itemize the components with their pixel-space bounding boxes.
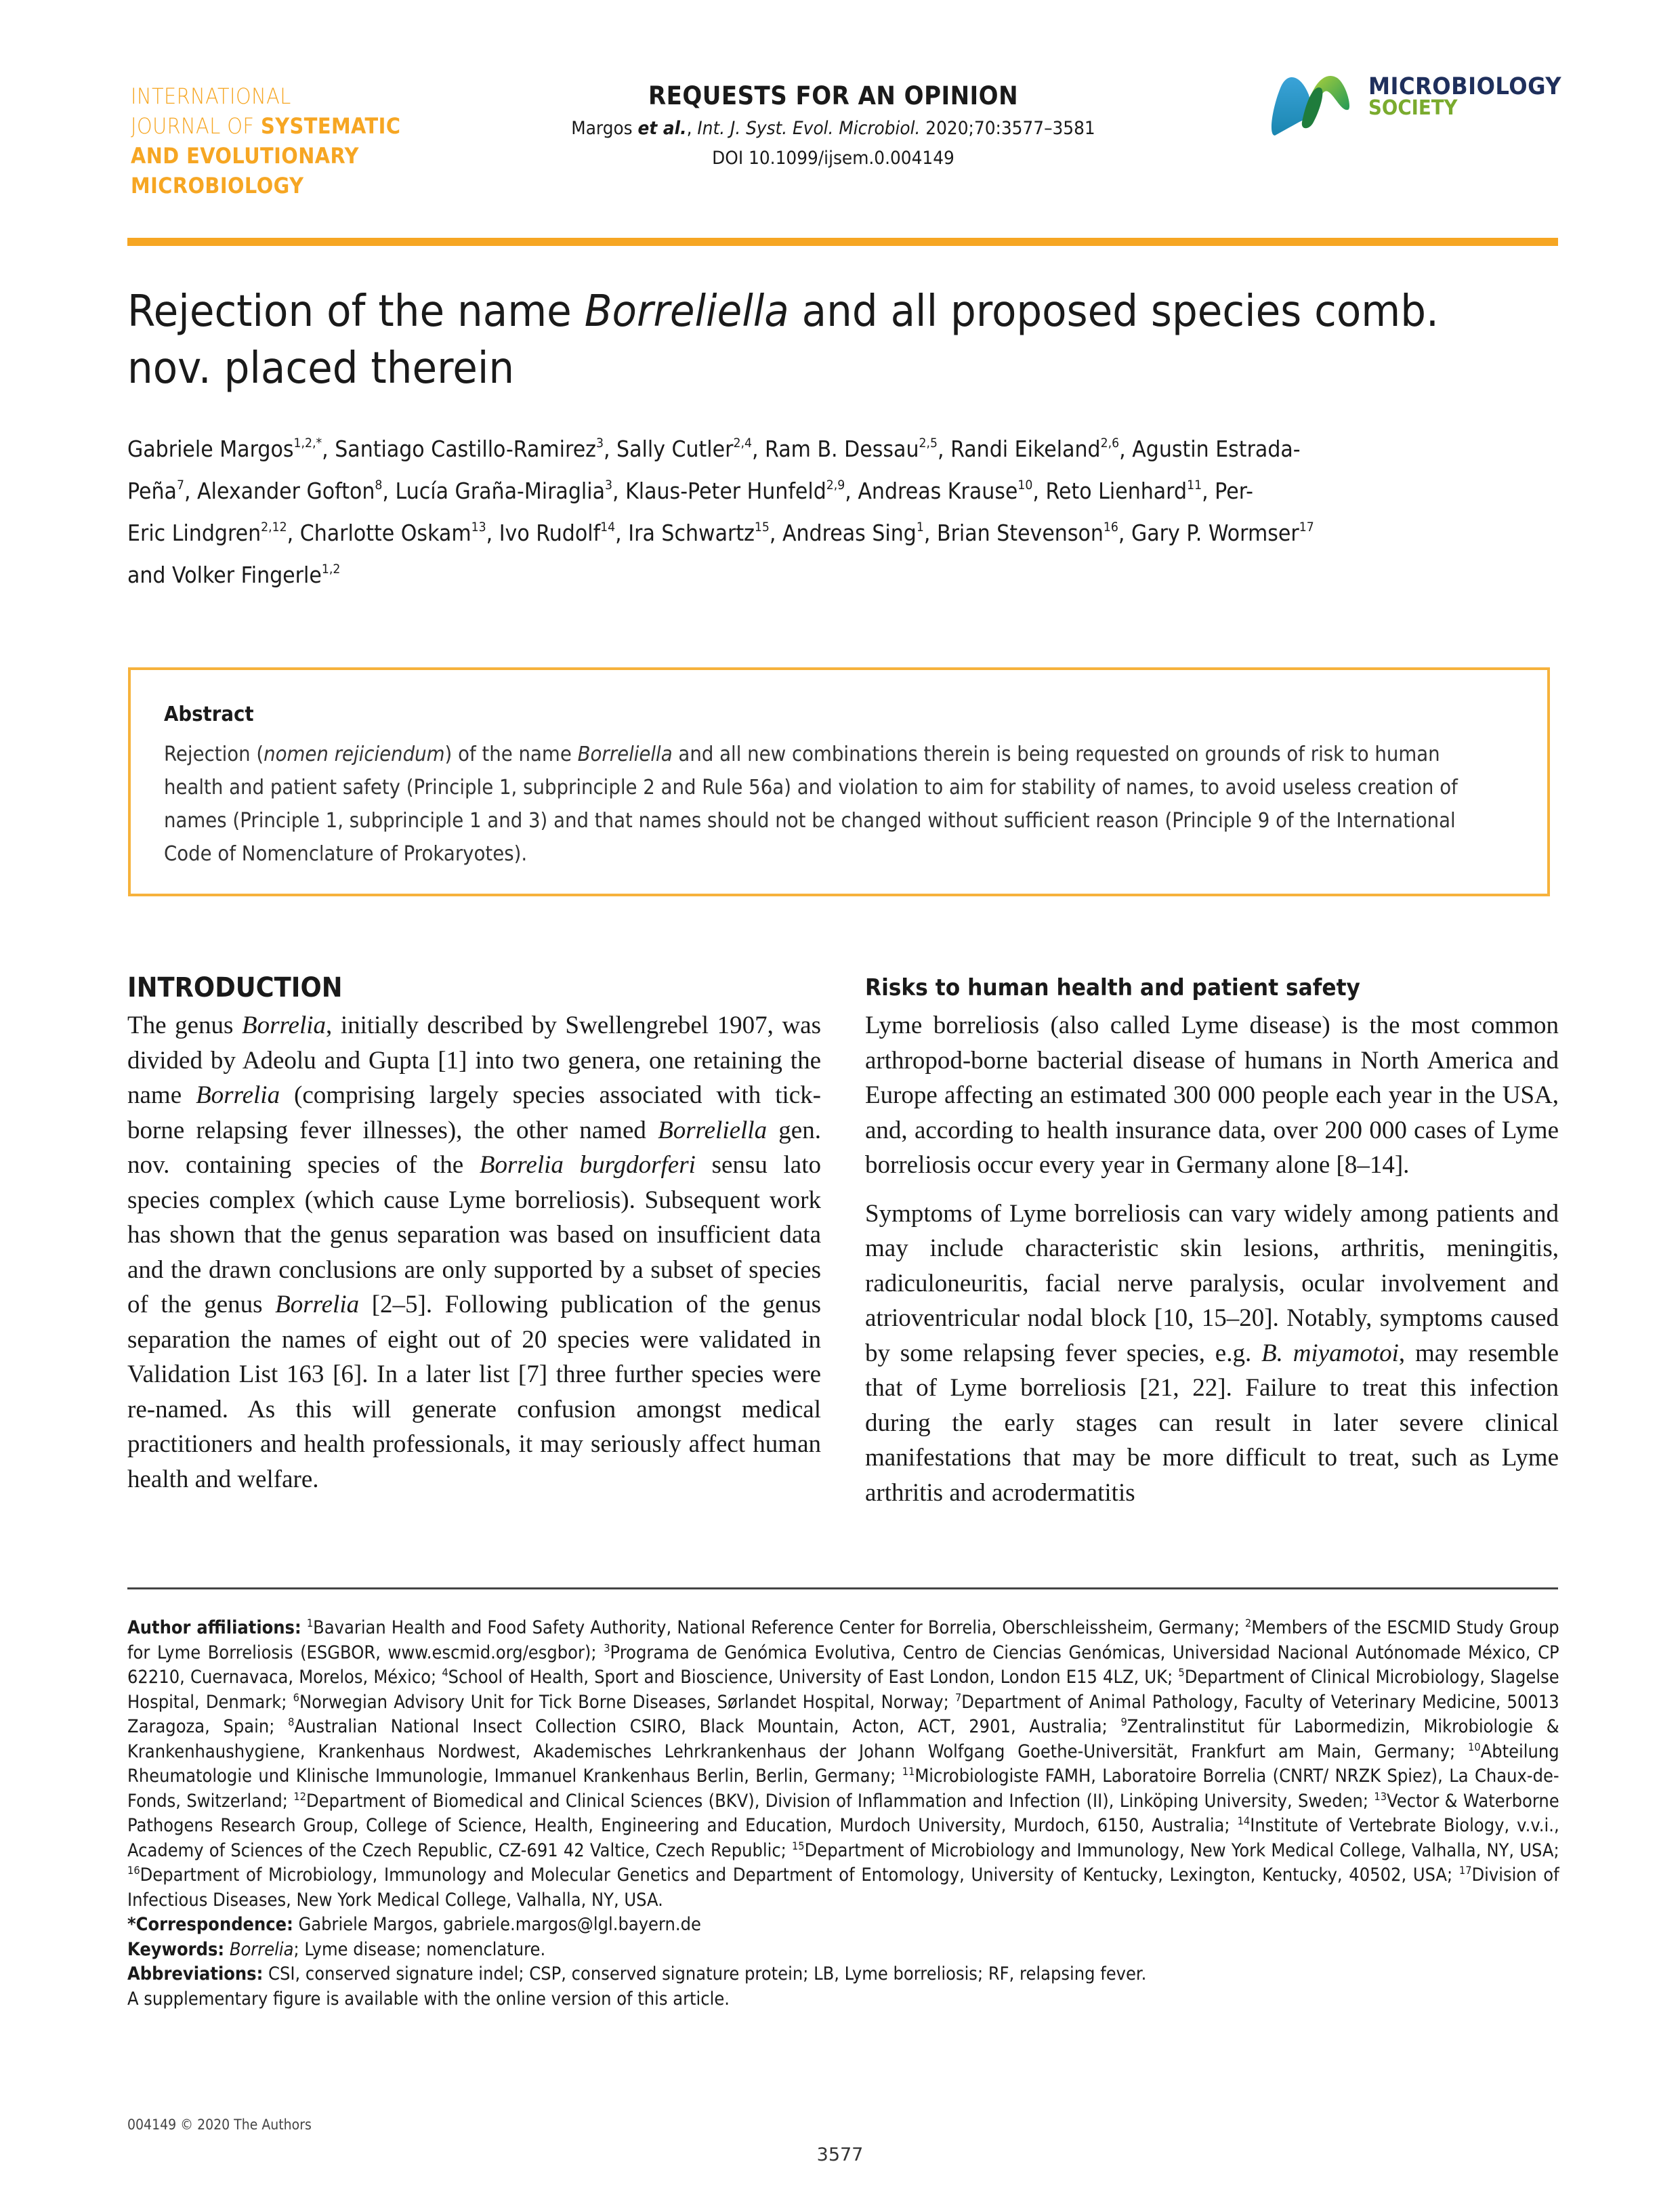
- logo-text: [1368, 73, 1578, 120]
- affiliation-text: Department of Animal Pathology, Faculty of Veterinary Medicine, 50013 Zaragoza, Spain;: [127, 1691, 1559, 1737]
- affiliation-text: Zentralinstitut für Labormedizin, Mikrobiologie & Krankenhaushygiene, Krankenhaus Nordwest, Akademisches Lehrkrankenhaus der Johann Wolfgang Goethe-Universität, Frankfurt am Main, Germany;: [127, 1716, 1559, 1762]
- author-name[interactable]: , Andreas Krause: [845, 478, 1018, 504]
- abstract-part: and all new combinations therein is being requested on grounds of risk to human health and patient safety (Principle 1, subprinciple 2 and Rule 56a) and violation to aim for stability of names, to avoid useless creation of names (Principle 1, subprinciple 1 and 3) and that names should not be changed without sufficient reason (Principle 9 of the International Code of Nomenclature of Prokaryotes).: [164, 743, 1458, 866]
- author-affiliation-marker: 1,2,*: [293, 436, 322, 451]
- affiliation-number: 8: [288, 1715, 295, 1728]
- author-affiliation-marker: 1: [916, 520, 924, 535]
- risks-paragraph-2: [865, 1196, 1559, 1511]
- citation-sep: ,: [686, 118, 698, 139]
- footnote-divider: [127, 1587, 1558, 1589]
- author-affiliation-marker: 2,5: [919, 436, 938, 451]
- author-name[interactable]: , Ivo Rudolf: [486, 520, 601, 546]
- author-affiliation-marker: 15: [754, 520, 770, 535]
- journal-name: [131, 81, 448, 201]
- author-name[interactable]: , Charlotte Oskam: [287, 520, 471, 546]
- affiliation-text: Members of the ESCMID Study Group for Lyme Borreliosis (ESGBOR, www.escmid.org/esgbor);: [127, 1617, 1559, 1663]
- affiliation-text: Norwegian Advisory Unit for Tick Borne Diseases, Sørlandet Hospital, Norway;: [299, 1691, 955, 1713]
- author-affiliation-marker: 3: [595, 436, 604, 451]
- author-name[interactable]: Gabriele Margos: [127, 436, 294, 462]
- article-title: [127, 283, 1475, 397]
- supplementary-note: A supplementary figure is available with the online version of this article.: [127, 1988, 730, 2009]
- text-part: Borrelia: [242, 1012, 327, 1039]
- author-name[interactable]: Eric Lindgren: [127, 520, 261, 546]
- affiliation-number: 10: [1468, 1740, 1481, 1753]
- affiliation-number: 7: [954, 1690, 962, 1704]
- footnotes: [127, 1616, 1559, 2012]
- author-affiliation-marker: 13: [471, 520, 486, 535]
- author-name[interactable]: , Klaus-Peter Hunfeld: [612, 478, 826, 504]
- text-part: Symptoms of Lyme borreliosis can vary widely among patients and may include characteristic skin lesions, arthritis, meningitis, radiculoneuritis, facial nerve paralysis, ocular involvement and atrioventricular nodal block [10, 15–20]. Notably, symptoms caused by some relapsing fever species, e.g.: [865, 1199, 1559, 1367]
- text-part: gen. nov. containing species of the: [127, 1116, 821, 1179]
- text-part: (comprising largely species associated with tick-borne relapsing fever illnesses), the other named: [127, 1081, 821, 1144]
- author-affiliation-marker: 16: [1103, 520, 1118, 535]
- affiliation-number: 16: [127, 1864, 140, 1877]
- affiliation-text: Department of Biomedical and Clinical Sciences (BKV), Division of Inflammation and Infection (II), Linköping University, Sweden;: [306, 1790, 1374, 1812]
- text-part: Borreliella: [658, 1116, 768, 1144]
- author-name[interactable]: , Reto Lienhard: [1032, 478, 1188, 504]
- journal-name-line3: AND EVOLUTIONARY: [131, 143, 359, 169]
- author-name[interactable]: Peña: [127, 478, 177, 504]
- affiliation-number: 13: [1374, 1789, 1387, 1803]
- text-part: Borrelia: [275, 1291, 360, 1318]
- author-name[interactable]: , Alexander Gofton: [184, 478, 375, 504]
- affiliation-text: Department of Microbiology and Immunology, New York Medical College, Valhalla, NY, USA;: [804, 1839, 1559, 1861]
- affiliation-text: Microbiologiste FAMH, Laboratoire Borrelia (CNRT/ NRZK Spiez), La Chaux-de-Fonds, Switzerland;: [127, 1766, 1559, 1812]
- author-affiliation-marker: 2,4: [733, 436, 752, 451]
- author-affiliation-marker: 1,2: [321, 562, 341, 577]
- correspondence-label: *Correspondence:: [127, 1914, 293, 1935]
- text-part: sensu lato species complex (which cause Lyme borreliosis). Subsequent work has shown that the genus separation was based on insufficient data and the drawn conclusions are only supported by a subset of species of the genus: [127, 1151, 821, 1318]
- abstract-text: [164, 738, 1504, 871]
- citation-journal: Int. J. Syst. Evol. Microbiol.: [697, 118, 921, 139]
- affiliation-text: Programa de Genómica Evolutiva, Centro de Ciencias Genómicas, Universidad Nacional Autónomade México, CP 62210, Cuernavaca, Morelos, México;: [127, 1642, 1559, 1688]
- microbiology-society-logo: [1267, 68, 1565, 149]
- affiliation-text: Department of Clinical Microbiology, Slagelse Hospital, Denmark;: [127, 1667, 1559, 1713]
- article-header: [528, 80, 1138, 173]
- affiliation-text: Division of Infectious Diseases, New York Medical College, Valhalla, NY, USA.: [127, 1865, 1559, 1911]
- author-affiliation-marker: 11: [1187, 478, 1202, 493]
- affiliation-number: 14: [1237, 1814, 1251, 1827]
- abbreviations: [127, 1962, 1559, 1987]
- journal-name-line1: INTERNATIONAL: [131, 83, 291, 109]
- logo-line1: MICROBIOLOGY: [1368, 73, 1562, 100]
- affiliation-text: Abteilung Rheumatologie und Klinische Immunologie, Immanuel Krankenhaus Berlin, Berlin, Germany;: [127, 1741, 1559, 1787]
- page-number: 3577: [816, 2144, 864, 2165]
- journal-name-line2-bold: SYSTEMATIC: [261, 113, 401, 139]
- text-part: B. miyamotoi: [1261, 1339, 1399, 1367]
- abstract-part: nomen rejiciendum: [264, 743, 445, 766]
- affiliation-number: 11: [902, 1765, 915, 1778]
- abbreviations-text: CSI, conserved signature indel; CSP, conserved signature protein; LB, Lyme borreliosis; RF, relapsing fever.: [263, 1963, 1147, 1984]
- author-affiliation-marker: 14: [600, 520, 616, 535]
- author-affiliation-marker: 2,6: [1100, 436, 1120, 451]
- affiliation-text: Department of Microbiology, Immunology and Molecular Genetics and Department of Entomology, University of Kentucky, Lexington, Kentucky, 40502, USA;: [140, 1865, 1459, 1886]
- affiliation-text: Institute of Vertebrate Biology, v.v.i., Academy of Sciences of the Czech Republic, CZ-691 42 Valtice, Czech Republic;: [127, 1815, 1559, 1861]
- correspondence-email[interactable]: Gabriele Margos, gabriele.margos@lgl.bayern.de: [293, 1914, 701, 1935]
- author-name[interactable]: , Lucía Graña-Miraglia: [382, 478, 605, 504]
- affiliation-text: Australian National Insect Collection CSIRO, Black Mountain, Acton, ACT, 2901, Australia;: [294, 1716, 1121, 1737]
- left-column: [127, 969, 821, 1497]
- citation-author: Margos: [571, 118, 638, 139]
- header-divider: [127, 238, 1558, 246]
- author-name[interactable]: , Ira Schwartz: [615, 520, 755, 546]
- abstract-box: [128, 667, 1550, 896]
- title-part: Rejection of the name: [127, 287, 585, 337]
- author-name[interactable]: and Volker Fingerle: [127, 562, 322, 588]
- abstract-part: Rejection (: [164, 743, 264, 766]
- abbreviations-label: Abbreviations:: [127, 1963, 264, 1984]
- affiliation-number: 6: [293, 1690, 299, 1704]
- citation: [553, 114, 1114, 144]
- author-name[interactable]: , Ram B. Dessau: [751, 436, 919, 462]
- author-list: [127, 428, 1545, 596]
- author-affiliation-marker: 2,12: [261, 520, 287, 535]
- title-genus: Borreliella: [584, 287, 789, 337]
- author-name[interactable]: , Gary P. Wormser: [1118, 520, 1299, 546]
- abstract-heading: Abstract: [164, 703, 254, 726]
- affiliation-text: School of Health, Sport and Bioscience, University of East London, London E15 4LZ, UK;: [448, 1667, 1179, 1688]
- author-name[interactable]: , Sally Cutler: [603, 436, 734, 462]
- affiliation-number: 5: [1178, 1666, 1185, 1679]
- keywords-label: Keywords:: [127, 1938, 225, 1960]
- introduction-heading: INTRODUCTION: [127, 972, 343, 1003]
- introduction-paragraph: [127, 1008, 821, 1497]
- author-name[interactable]: , Per-: [1202, 478, 1253, 504]
- text-part: [2–5]. Following publication of the genus separation the names of eight out of 20 species were validated in Validation List 163 [6]. In a later list [7] three further species were re-named. As this will generate confusion amongst medical practitioners and health professionals, it may seriously affect human health and welfare.: [127, 1291, 821, 1493]
- affiliation-number: 17: [1458, 1864, 1472, 1877]
- keywords: [127, 1938, 1559, 1963]
- affiliation-number: 1: [306, 1617, 314, 1629]
- doi-link[interactable]: DOI 10.1099/ijsem.0.004149: [712, 148, 954, 169]
- text-part: Borrelia burgdorferi: [479, 1151, 696, 1179]
- risks-paragraph-1: Lyme borreliosis (also called Lyme disease) is the most common arthropod-borne bacterial disease of humans in North America and Europe affecting an estimated 300 000 people each year in the USA, and, according to health insurance data, over 200 000 cases of Lyme borreliosis occur every year in Germany alone [8–14].: [865, 1012, 1559, 1179]
- author-name[interactable]: , Randi Eikeland: [937, 436, 1101, 462]
- copyright: 004149 © 2020 The Authors: [127, 2117, 312, 2133]
- affiliation-text: Vector & Waterborne Pathogens Research Group, College of Science, Health, Engineering and Education, Murdoch University, Murdoch, 6150, Australia;: [127, 1790, 1559, 1836]
- title-part: and all proposed species comb. nov. placed therein: [127, 287, 1439, 394]
- risks-heading: Risks to human health and patient safety: [865, 974, 1360, 1001]
- right-column: [865, 969, 1559, 1510]
- affiliation-number: 4: [442, 1666, 448, 1679]
- article-type: REQUESTS FOR AN OPINION: [648, 81, 1019, 110]
- affiliation-number: 9: [1120, 1715, 1127, 1728]
- affiliations-label: Author affiliations:: [127, 1617, 301, 1638]
- citation-volume: 2020;70:3577–3581: [920, 118, 1095, 139]
- text-part: The genus: [127, 1012, 242, 1039]
- author-name[interactable]: , Santiago Castillo-Ramirez: [322, 436, 596, 462]
- keyword-borrelia: Borrelia: [224, 1938, 294, 1960]
- author-affiliation-marker: 2,9: [826, 478, 845, 493]
- correspondence: [127, 1913, 1559, 1938]
- abstract-part: ) of the name: [444, 743, 578, 766]
- author-affiliations: [127, 1616, 1559, 1913]
- author-affiliation-marker: 10: [1017, 478, 1033, 493]
- journal-name-line2-light: JOURNAL OF: [131, 113, 261, 139]
- microbiology-society-m-logo-icon: [1267, 68, 1355, 142]
- abstract-part: Borreliella: [577, 743, 673, 766]
- author-name[interactable]: , Andreas Sing: [769, 520, 917, 546]
- affiliation-number: 2: [1244, 1617, 1252, 1629]
- text-part: , may resemble that of Lyme borreliosis [21, 22]. Failure to treat this infection during the early stages can result in later severe clinical manifestations that may be more difficult to treat, such as Lyme arthritis and acrodermatitis: [865, 1339, 1559, 1507]
- affiliation-number: 12: [293, 1789, 306, 1803]
- author-affiliation-marker: 8: [375, 478, 383, 493]
- author-affiliation-marker: 7: [176, 478, 184, 493]
- affiliation-list: [127, 1617, 1559, 1911]
- affiliation-number: 3: [604, 1641, 610, 1654]
- author-affiliation-marker: 3: [604, 478, 612, 493]
- text-part: , initially described by Swellengrebel 1907, was divided by Adeolu and Gupta [1] into two genera, one retaining the name: [127, 1012, 821, 1109]
- text-part: Borrelia: [196, 1081, 280, 1109]
- affiliation-number: 15: [791, 1839, 805, 1852]
- citation-etal: et al.: [637, 118, 687, 139]
- author-affiliation-marker: 17: [1299, 520, 1314, 535]
- author-name[interactable]: , Agustin Estrada-: [1119, 436, 1301, 462]
- affiliation-text: Bavarian Health and Food Safety Authority, National Reference Center for Borrelia, Oberschleissheim, Germany;: [313, 1617, 1245, 1638]
- keywords-rest: ; Lyme disease; nomenclature.: [293, 1938, 546, 1960]
- logo-line2: SOCIETY: [1368, 96, 1458, 120]
- author-name[interactable]: , Brian Stevenson: [923, 520, 1104, 546]
- journal-name-line4: MICROBIOLOGY: [131, 173, 304, 199]
